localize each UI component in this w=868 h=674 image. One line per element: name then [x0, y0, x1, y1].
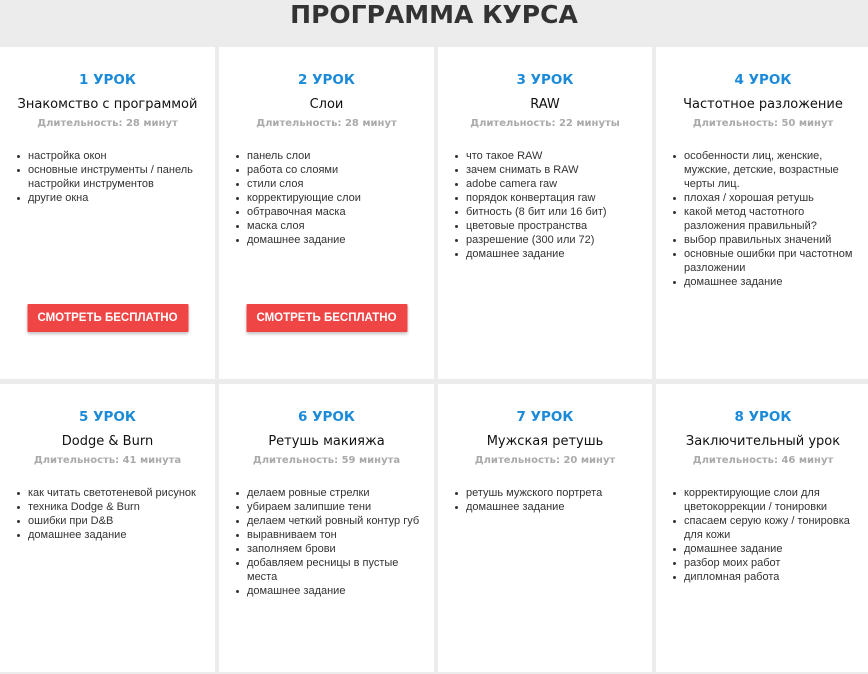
topic-item: выбор правильных значений [684, 233, 860, 247]
lesson-number: 8 УРОК [734, 409, 792, 425]
topic-item: делаем ровные стрелки [247, 486, 424, 500]
topic-item: домашнее задание [466, 247, 642, 261]
lesson-duration: Длительность: 22 минуты [470, 118, 620, 129]
topic-list [656, 486, 868, 584]
topic-list [438, 149, 652, 261]
lesson-duration: Длительность: 50 минут [692, 118, 834, 129]
topic-item: техника Dodge & Burn [28, 500, 205, 514]
topic-item: выравниваем тон [247, 528, 424, 542]
topic-item: какой метод частотного разложения правильный? [684, 205, 860, 233]
lesson-grid [0, 47, 868, 672]
topic-list [219, 486, 434, 598]
topic-item: добавляем ресницы в пустые места [247, 556, 424, 584]
lesson-card-4 [656, 47, 868, 379]
lesson-card-7 [438, 384, 652, 672]
topic-item: цветовые пространства [466, 219, 642, 233]
lesson-title: Частотное разложение [683, 97, 843, 112]
lesson-duration: Длительность: 20 минут [474, 455, 616, 466]
topic-item: adobe camera raw [466, 177, 642, 191]
topic-item: делаем четкий ровный контур губ [247, 514, 424, 528]
topic-item: домашнее задание [247, 233, 424, 247]
topic-item: домашнее задание [247, 584, 424, 598]
lesson-card-3 [438, 47, 652, 379]
topic-item: основные ошибки при частотном разложении [684, 247, 860, 275]
topic-item: домашнее задание [466, 500, 642, 514]
topic-item: разрешение (300 или 72) [466, 233, 642, 247]
topic-item: зачем снимать в RAW [466, 163, 642, 177]
topic-list [219, 149, 434, 247]
topic-item: панель слои [247, 149, 424, 163]
lesson-number: 7 УРОК [516, 409, 574, 425]
lesson-title: Ретушь макияжа [268, 434, 385, 449]
topic-item: маска слоя [247, 219, 424, 233]
lesson-title: Слои [309, 97, 344, 112]
lesson-number: 1 УРОК [79, 72, 136, 88]
topic-item: ретушь мужского портрета [466, 486, 642, 500]
topic-item: обтравочная маска [247, 205, 424, 219]
topic-list [0, 149, 215, 205]
lesson-title: RAW [530, 97, 560, 112]
topic-item: особенности лиц, женские, мужские, детские, возрастные черты лиц. [684, 149, 860, 191]
lesson-card-2 [219, 47, 434, 379]
lesson-duration: Длительность: 46 минут [692, 455, 834, 466]
lesson-duration: Длительность: 41 минута [33, 455, 182, 466]
topic-item: битность (8 бит или 16 бит) [466, 205, 642, 219]
topic-item: домашнее задание [684, 275, 860, 289]
lesson-duration: Длительность: 28 минут [256, 118, 397, 129]
topic-item: спасаем серую кожу / тонировка для кожи [684, 514, 860, 542]
watch-free-button[interactable]: СМОТРЕТЬ БЕСПЛАТНО [27, 304, 188, 332]
lesson-number: 3 УРОК [516, 72, 574, 88]
topic-item: как читать светотеневой рисунок [28, 486, 205, 500]
topic-list [438, 486, 652, 514]
lesson-title: Заключительный урок [685, 434, 841, 449]
topic-item: корректирующие слои [247, 191, 424, 205]
topic-item: ошибки при D&B [28, 514, 205, 528]
topic-item: плохая / хорошая ретушь [684, 191, 860, 205]
lesson-duration: Длительность: 28 минут [37, 118, 178, 129]
topic-item: работа со слоями [247, 163, 424, 177]
watch-free-button[interactable]: СМОТРЕТЬ БЕСПЛАТНО [246, 304, 407, 332]
lesson-title: Знакомство с программой [17, 97, 198, 112]
lesson-title: Dodge & Burn [61, 434, 154, 449]
lesson-number: 2 УРОК [298, 72, 355, 88]
topic-item: дипломная работа [684, 570, 860, 584]
lesson-card-5 [0, 384, 215, 672]
topic-list [656, 149, 868, 289]
lesson-number: 5 УРОК [79, 409, 136, 425]
topic-item: стили слоя [247, 177, 424, 191]
topic-item: корректирующие слои для цветокоррекции / тонировки [684, 486, 860, 514]
lesson-card-1 [0, 47, 215, 379]
topic-item: что такое RAW [466, 149, 642, 163]
lesson-number: 4 УРОК [734, 72, 792, 88]
lesson-title: Мужская ретушь [486, 434, 604, 449]
lesson-card-6 [219, 384, 434, 672]
page-title: ПРОГРАММА КУРСА [290, 0, 578, 29]
topic-item: разбор моих работ [684, 556, 860, 570]
lesson-card-8 [656, 384, 868, 672]
topic-item: основные инструменты / панель настройки инструментов [28, 163, 205, 191]
lesson-number: 6 УРОК [298, 409, 355, 425]
topic-list [0, 486, 215, 542]
topic-item: настройка окон [28, 149, 205, 163]
topic-item: домашнее задание [28, 528, 205, 542]
topic-item: другие окна [28, 191, 205, 205]
topic-item: убираем залипшие тени [247, 500, 424, 514]
topic-item: заполняем брови [247, 542, 424, 556]
topic-item: домашнее задание [684, 542, 860, 556]
lesson-duration: Длительность: 59 минута [252, 455, 401, 466]
topic-item: порядок конвертация raw [466, 191, 642, 205]
